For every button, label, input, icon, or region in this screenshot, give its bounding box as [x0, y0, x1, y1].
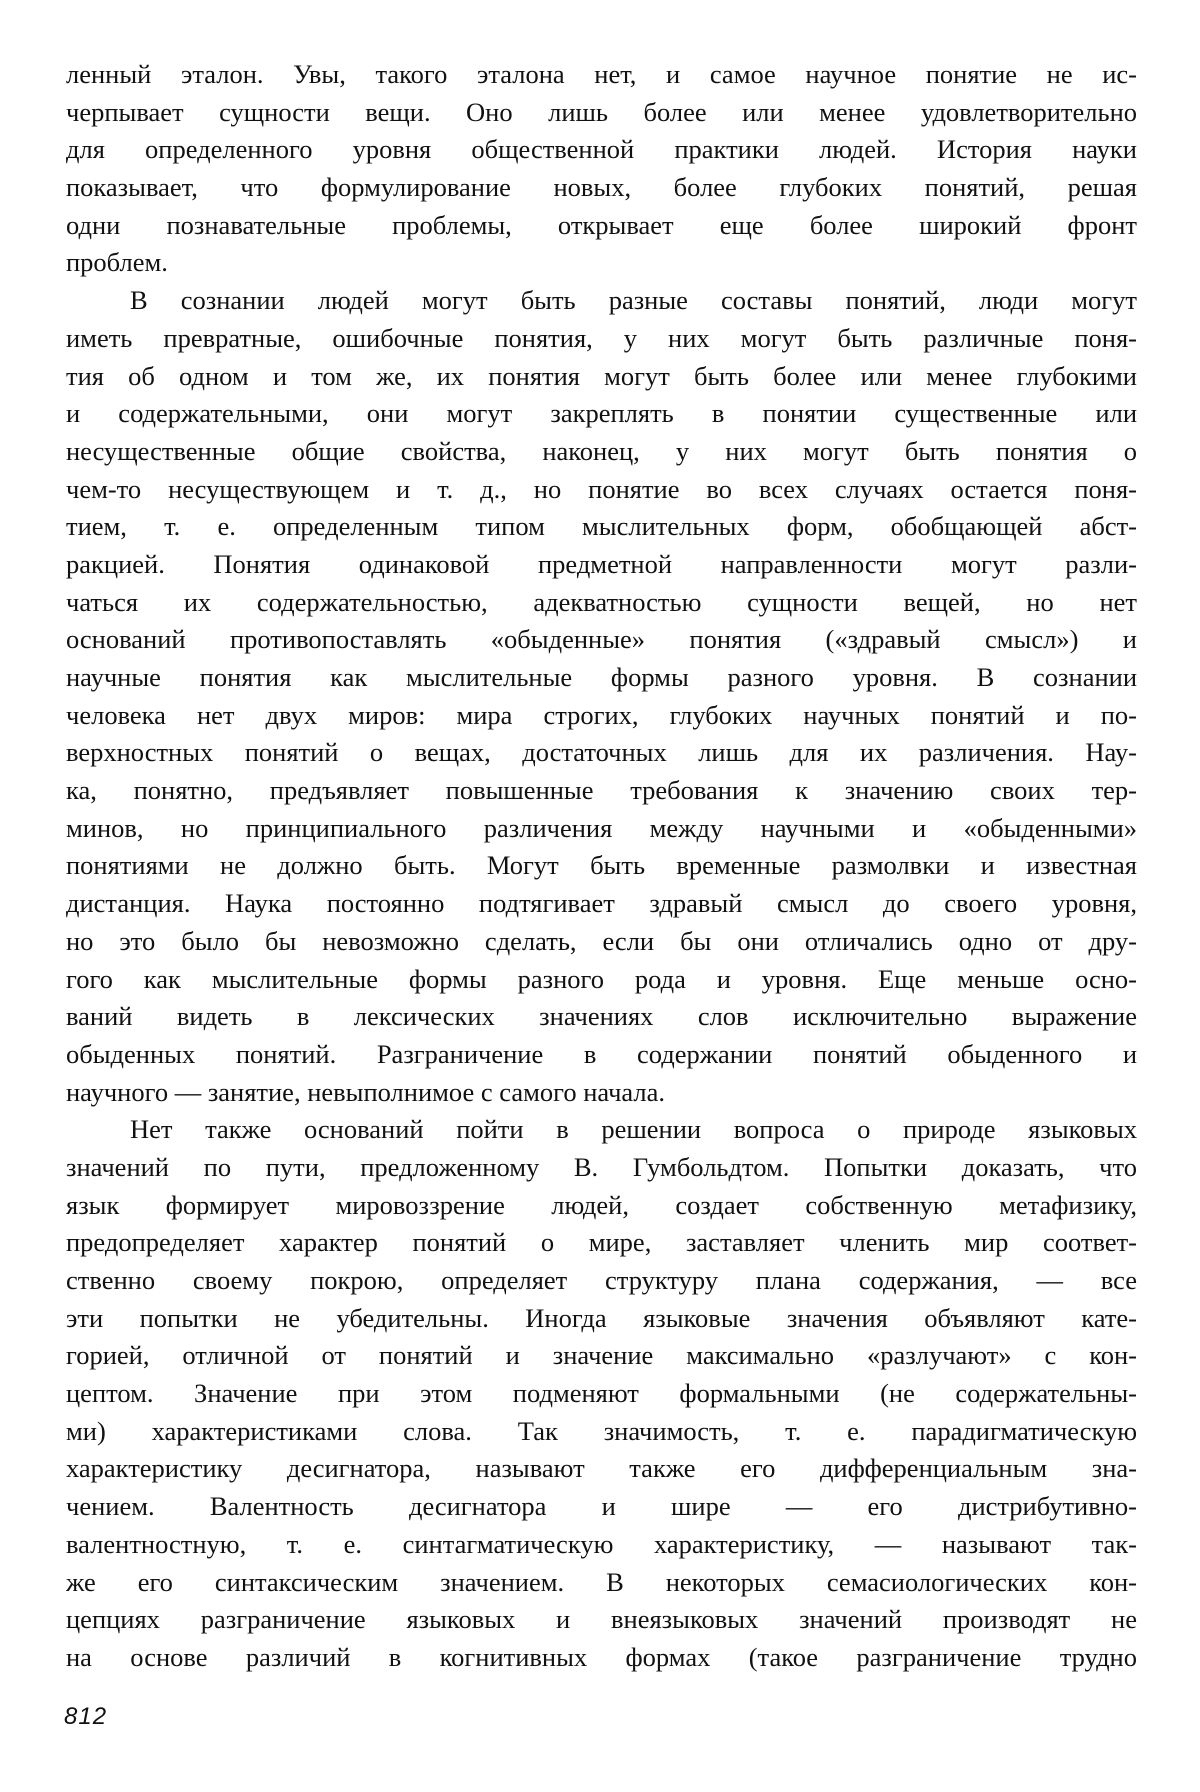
text-line: верхностных понятий о вещах, достаточных лишь для их различения. Нау-	[66, 737, 1137, 768]
text-line: же его синтаксическим значением. В некоторых семасиологических кон-	[66, 1566, 1137, 1597]
text-line: обыденных понятий. Разграничение в содержании понятий обыденного и	[66, 1038, 1137, 1069]
text-line: тием, т. е. определенным типом мыслительных форм, обобщающей абст-	[66, 511, 1137, 542]
text-line: ми) характеристиками слова. Так значимость, т. е. парадигматическую	[66, 1415, 1137, 1446]
text-line: гого как мыслительные формы разного рода и уровня. Еще меньше осно-	[66, 963, 1137, 994]
text-line: эти попытки не убедительны. Иногда языковые значения объявляют кате-	[66, 1302, 1137, 1333]
text-line: для определенного уровня общественной практики людей. История науки	[66, 134, 1137, 165]
text-line: показывает, что формулирование новых, более глубоких понятий, решая	[66, 172, 1137, 203]
text-line: проблем.	[66, 247, 168, 278]
text-line: но это было бы невозможно сделать, если бы они отличались одно от дру-	[66, 925, 1137, 956]
text-line: чаться их содержательностью, адекватностью сущности вещей, но нет	[66, 586, 1137, 617]
text-line: ракцией. Понятия одинаковой предметной направленности могут разли-	[66, 548, 1137, 579]
text-line: и содержательными, они могут закреплять в понятии существенные или	[66, 398, 1137, 429]
text-line: горией, отличной от понятий и значение максимально «разлучают» с кон-	[66, 1340, 1137, 1371]
text-line: черпывает сущности вещи. Оно лишь более или менее удовлетворительно	[66, 96, 1137, 127]
text-line: цепциях разграничение языковых и внеязыковых значений производят не	[66, 1604, 1137, 1635]
text-line: ленный эталон. Увы, такого эталона нет, и самое научное понятие не ис-	[66, 59, 1137, 89]
text-line: чем-то несуществующем и т. д., но понятие во всех случаях остается поня-	[66, 473, 1137, 504]
paragraph-start-line: Нет также оснований пойти в решении вопроса о природе языковых	[130, 1114, 1137, 1145]
text-line: оснований противопоставлять «обыденные» понятия («здравый смысл») и	[66, 624, 1137, 655]
text-line: несущественные общие свойства, наконец, у них могут быть понятия о	[66, 435, 1137, 466]
text-line: тия об одном и том же, их понятия могут быть более или менее глубокими	[66, 360, 1137, 391]
text-line: научные понятия как мыслительные формы разного уровня. В сознании	[66, 662, 1137, 692]
text-line: человека нет двух миров: мира строгих, глубоких научных понятий и по-	[66, 699, 1137, 730]
text-line: ваний видеть в лексических значениях слов исключительно выражение	[66, 1001, 1137, 1032]
text-line: валентностную, т. е. синтагматическую характеристику, — называют так-	[66, 1528, 1137, 1559]
text-line: научного — занятие, невыполнимое с самого начала.	[66, 1076, 666, 1107]
text-line: ственно своему покрою, определяет структуру плана содержания, — все	[66, 1265, 1137, 1295]
page-number: 812	[64, 1703, 108, 1730]
text-line: чением. Валентность десигнатора и шире — его дистрибутивно-	[66, 1491, 1137, 1522]
text-line: значений по пути, предложенному В. Гумбольдтом. Попытки доказать, что	[66, 1151, 1137, 1182]
paragraph-start-line: В сознании людей могут быть разные составы понятий, люди могут	[130, 285, 1137, 316]
text-line: язык формирует мировоззрение людей, создает собственную метафизику,	[66, 1189, 1137, 1220]
text-line: минов, но принципиального различения между научными и «обыденными»	[66, 812, 1137, 843]
text-line: предопределяет характер понятий о мире, заставляет членить мир соответ-	[66, 1227, 1137, 1258]
text-line: иметь превратные, ошибочные понятия, у них могут быть различные поня-	[66, 322, 1137, 353]
body-text	[66, 56, 1137, 1677]
text-line: цептом. Значение при этом подменяют формальными (не содержательны-	[66, 1378, 1137, 1409]
text-line: характеристику десигнатора, называют также его дифференциальным зна-	[66, 1453, 1137, 1484]
text-line: одни познавательные проблемы, открывает еще более широкий фронт	[66, 209, 1137, 240]
text-line: ка, понятно, предъявляет повышенные требования к значению своих тер-	[66, 775, 1137, 806]
text-line: понятиями не должно быть. Могут быть временные размолвки и известная	[66, 850, 1137, 881]
text-line: дистанция. Наука постоянно подтягивает здравый смысл до своего уровня,	[66, 888, 1137, 919]
text-line: на основе различий в когнитивных формах (такое разграничение трудно	[66, 1641, 1137, 1672]
